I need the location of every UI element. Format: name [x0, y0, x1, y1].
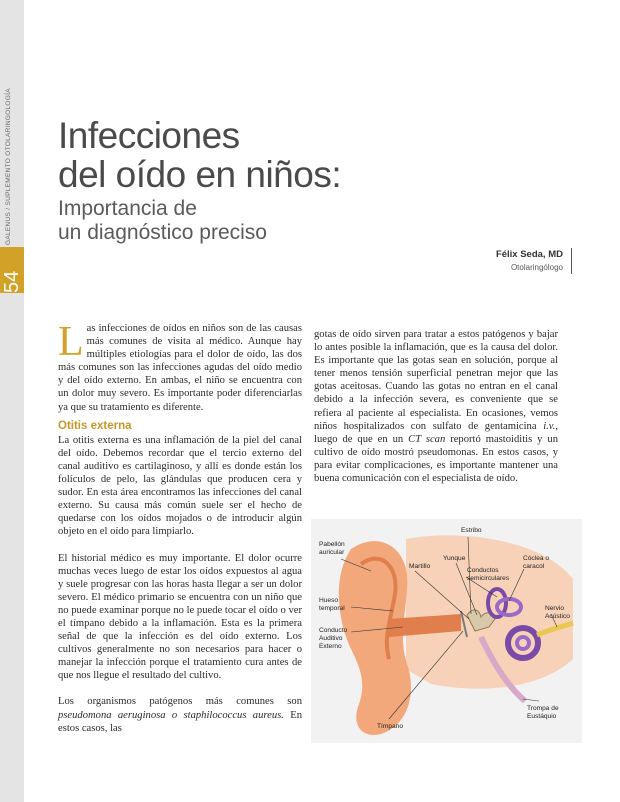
intro-text: as infecciones de oídos en niños son de las causas más comunes de visita al médico. Aunque hay múltiples etiologías para el dolor de oído, las dos más comunes son las infecciones agudas del oído medio y del oído externo. En ambas, el niño se encuentra con un dolor muy severo. Es importante poder diferenciarlas ya que su tratamiento es diferente. — [58, 323, 302, 413]
label-pabellon: Pabellón auricular — [319, 541, 345, 556]
label-nervio: Nervio Acústico — [545, 605, 570, 620]
r1-text: gotas de oído sirven para tratar a estos patógenos y bajar lo antes posible la inflamación, que es la causa del dolor. Es importante que las gotas sean en solución, porque al tener menos tensión superficial penetran mejor que las gotas aceitosas. Cuando las gotas no entran en el canal debido a la infección severa, es conveniente que se refiera al paciente al especialista. En ocasiones, vemos niños hospitalizados con sulfato de gentamicina — [314, 329, 558, 432]
title-line-1: Infecciones — [58, 115, 240, 156]
article-subtitle — [58, 197, 267, 245]
label-coclea: Cóclea o caracol — [523, 555, 550, 570]
intro-paragraph — [58, 319, 302, 414]
page-number: 54 — [1, 270, 23, 293]
label-estribo: Estribo — [461, 527, 482, 534]
drop-cap: L — [58, 319, 84, 365]
subtitle-line-2: un diagnóstico preciso — [58, 221, 267, 244]
paragraph-1: La otitis externa es una inflamación de la piel del canal del oído. Debemos recordar que el tercio externo del canal auditivo es cartilaginoso, y allí es donde están los folículos de pelo, las glándulas que producen cera y sudor. En esta área encontramos las infecciones del canal externo. Su causa más común suele ser el hecho de quedarse con los oídos mojados o de introducir algún objeto en el oído para limpiarlo. — [58, 434, 302, 538]
p3-italic: pseudomona aeruginosa o staphilococcus aureus. — [58, 709, 284, 721]
paragraph-3 — [58, 695, 302, 734]
r1-mid: , luego de que en un — [314, 420, 558, 445]
right-column — [314, 328, 558, 498]
article-title — [58, 116, 341, 194]
left-column — [58, 319, 303, 748]
p3-end: En estos casos, las — [58, 709, 303, 734]
ear-anatomy-figure — [311, 519, 582, 743]
r1-italic-iv: i.v. — [543, 420, 556, 432]
r1-end: reportó mastoiditis y un cultivo de oído mostró pseudomonas. En estos casos, y para evitar complicaciones, es importante mantener una buena comunicación con el especialista de oído. — [314, 433, 558, 485]
author-block — [496, 248, 572, 274]
author-role: Otolaringólogo — [510, 263, 563, 272]
p3-start: Los organismos patógenos más comunes son — [58, 696, 302, 708]
label-timpano: Tímpano — [377, 723, 404, 730]
label-trompa: Trompa de Eustáquio — [527, 705, 559, 720]
right-paragraph — [314, 328, 558, 485]
r1-italic-ct: CT scan — [408, 433, 446, 445]
section-heading: Otitis externa — [58, 419, 132, 432]
label-conducto: Conducto Auditivo Externo — [319, 627, 348, 650]
title-line-2: del oído en niños: — [58, 154, 342, 195]
label-conductos: Conductos semicirculares — [467, 567, 510, 582]
label-martillo: Martillo — [409, 563, 431, 570]
author-name: Félix Seda, MD — [495, 249, 563, 260]
paragraph-2: El historial médico es muy importante. El dolor ocurre muchas veces luego de estar los oídos expuestos al agua y suele progresar con las horas hasta llegar a ser un dolor severo. El médico primario se encuentra con un niño que no puede examinar porque no le puede tocar el oído o ver el tímpano debido a la inflamación. Esta es la primera señal de que la infección es del oído externo. Los cultivos generalmente no son necesarios para hacer o manejar la infección porque el tratamiento cura antes de que nos llegue el resultado del cultivo. — [58, 552, 302, 682]
label-hueso: Hueso temporal — [319, 597, 345, 612]
sidebar-band — [0, 0, 24, 802]
label-yunque: Yunque — [443, 555, 466, 562]
subtitle-line-1: Importancia de — [58, 197, 197, 220]
